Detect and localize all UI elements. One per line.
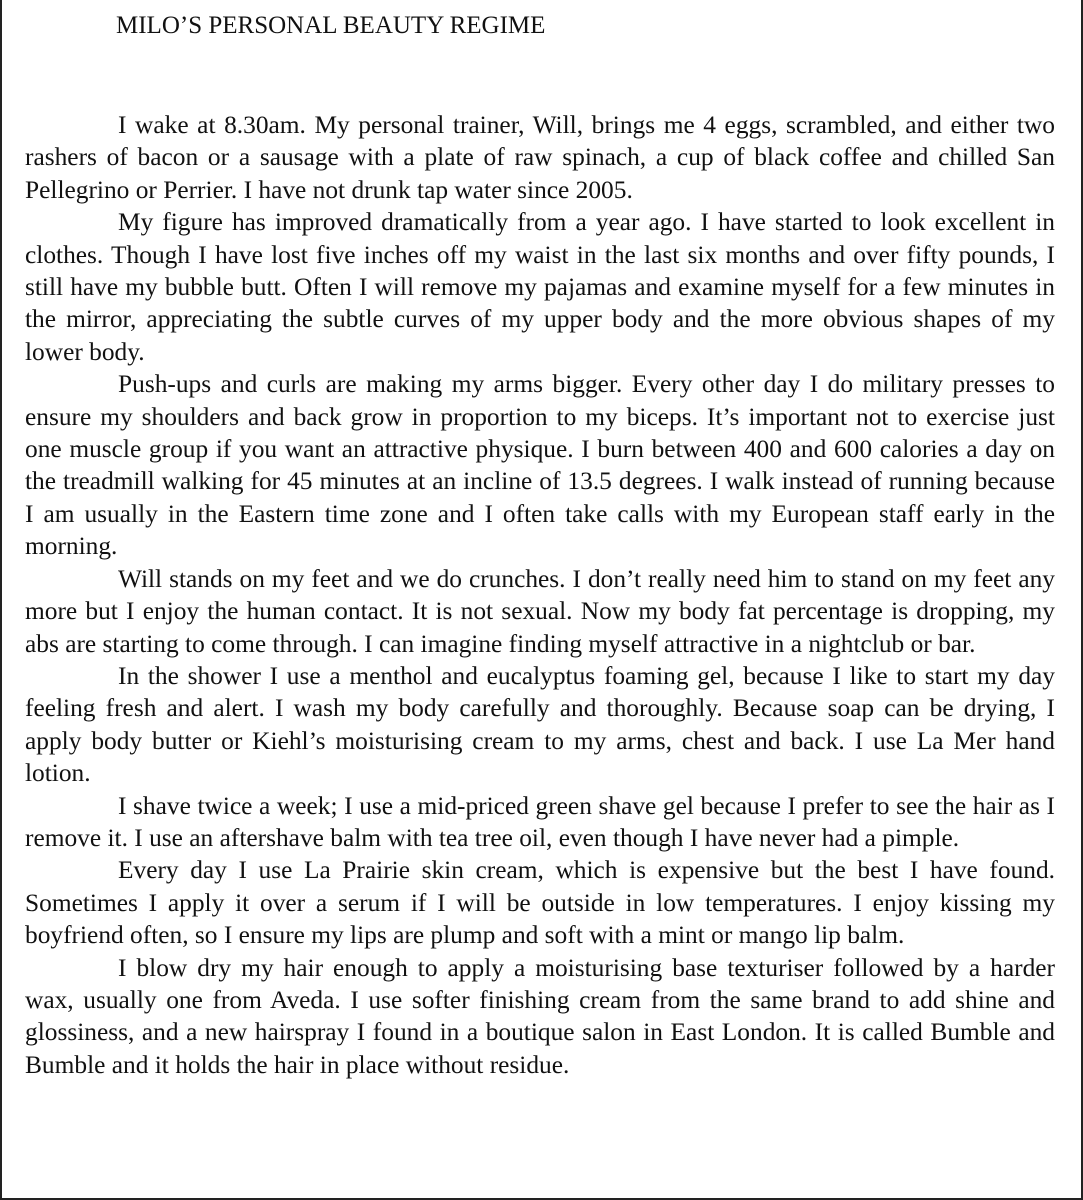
paragraph-breakfast: I wake at 8.30am. My personal trainer, Will, brings me 4 eggs, scrambled, and either two rashers of bacon or a sausage with a plate of raw spinach, a cup of black coffee and chilled San Pellegrino or Perrier. I have not drunk tap water since 2005. <box>25 111 1055 204</box>
paragraph-exercise: Push-ups and curls are making my arms bigger. Every other day I do military presses to ensure my shoulders and back grow in proportion to my biceps. It’s important not to exercise just one muscle group if you want an attractive physique. I burn between 400 and 600 calories a day on the treadmill walking for 45 minutes at an incline of 13.5 degrees. I walk instead of running because I am usually in the Eastern time zone and I often take calls with my European staff early in the morning. <box>25 370 1055 561</box>
paragraph-shave: I shave twice a week; I use a mid-priced green shave gel because I prefer to see the hair as I remove it. I use an aftershave balm with tea tree oil, even though I have never had a pimple. <box>25 791 1055 852</box>
paragraph-crunches: Will stands on my feet and we do crunches. I don’t really need him to stand on my feet any more but I enjoy the human contact. It is not sexual. Now my body fat percentage is dropping, my abs are starting to come through. I can imagine finding myself attractive in a nightclub or bar. <box>25 564 1055 658</box>
paragraph-figure: My figure has improved dramatically from a year ago. I have started to look excellent in clothes. Though I have lost five inches off my waist in the last six months and over fifty pounds, I still have my bubble butt. Often I will remove my pajamas and examine myself for a few minutes in the mirror, appreciating the subtle curves of my upper body and the more obvious shapes of my lower body. <box>25 208 1055 366</box>
document-body <box>25 109 1055 1081</box>
paragraph-skin-cream: Every day I use La Prairie skin cream, which is expensive but the best I have found. Sometimes I apply it over a serum if I will be outside in low temperatures. I enjoy kissing my boyfriend often, so I ensure my lips are plump and soft with a mint or mango lip balm. <box>25 856 1055 950</box>
paragraph-hair: I blow dry my hair enough to apply a moisturising base texturiser followed by a harder wax, usually one from Aveda. I use softer finishing cream from the same brand to add shine and glossiness, and a new hairspray I found in a boutique salon in East London. It is called Bumble and Bumble and it holds the hair in place without residue. <box>25 953 1055 1079</box>
document-title: MILO’S PERSONAL BEAUTY REGIME <box>116 12 546 39</box>
paragraph-shower: In the shower I use a menthol and eucalyptus foaming gel, because I like to start my day feeling fresh and alert. I wash my body carefully and thoroughly. Because soap can be drying, I apply body butter or Kiehl’s moisturising cream to my arms, chest and back. I use La Mer hand lotion. <box>25 661 1055 788</box>
